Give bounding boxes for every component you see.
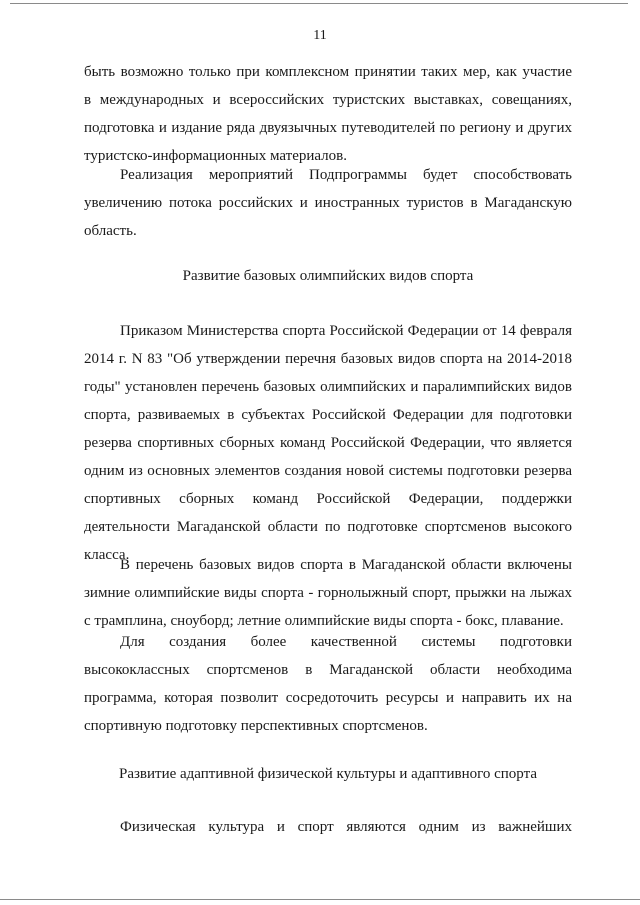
text-line: туристско-информационных материалов. bbox=[84, 148, 347, 164]
section-heading-adaptive-sports: Развитие адаптивной физической культуры и адаптивного спорта bbox=[118, 766, 538, 782]
text-line: высококлассных спортсменов в Магаданской области необходима bbox=[84, 662, 572, 678]
paragraph-3 bbox=[84, 317, 572, 569]
text-line: зимние олимпийские виды спорта - горнолыжный спорт, прыжки на лыжах bbox=[84, 585, 572, 601]
text-line: деятельности Магаданской области по подготовке спортсменов высокого bbox=[84, 519, 572, 535]
text-line: Реализация мероприятий Подпрограммы будет способствовать bbox=[120, 167, 572, 183]
paragraph-6 bbox=[84, 813, 572, 841]
text-line: Для создания более качественной системы подготовки bbox=[120, 634, 572, 650]
paragraph-2 bbox=[84, 161, 572, 245]
text-line: резерва спортивных сборных команд Российской Федерации, что является bbox=[84, 435, 572, 451]
text-line: увеличению потока российских и иностранных туристов в Магаданскую bbox=[84, 195, 572, 211]
text-line: 2014 г. N 83 "Об утверждении перечня базовых видов спорта на 2014-2018 bbox=[84, 351, 572, 367]
text-line: программа, которая позволит сосредоточить ресурсы и направить их на bbox=[84, 690, 572, 706]
text-line: быть возможно только при комплексном принятии таких мер, как участие bbox=[84, 64, 572, 80]
paragraph-1 bbox=[84, 58, 572, 170]
section-heading-olympic-sports: Развитие базовых олимпийских видов спорта bbox=[182, 268, 474, 284]
text-line: область. bbox=[84, 223, 137, 239]
scan-edge-top bbox=[10, 3, 628, 4]
text-line: спортивную подготовку перспективных спортсменов. bbox=[84, 718, 428, 734]
text-line: класса. bbox=[84, 547, 130, 563]
text-line: одним из основных элементов создания новой системы подготовки резерва bbox=[84, 463, 572, 479]
text-line: в международных и всероссийских туристских выставках, совещаниях, bbox=[84, 92, 572, 108]
text-line: подготовка и издание ряда двуязычных путеводителей по региону и других bbox=[84, 120, 572, 136]
text-line: Физическая культура и спорт являются одним из важнейших bbox=[120, 819, 572, 835]
text-line: Приказом Министерства спорта Российской Федерации от 14 февраля bbox=[120, 323, 572, 339]
text-line: спортивных сборных команд Российской Федерации, поддержки bbox=[84, 491, 572, 507]
scan-edge-bottom bbox=[0, 899, 640, 900]
text-line: годы" установлен перечень базовых олимпийских и паралимпийских видов bbox=[84, 379, 572, 395]
text-line: спорта, развиваемых в субъектах Российской Федерации для подготовки bbox=[84, 407, 572, 423]
paragraph-4 bbox=[84, 551, 572, 635]
paragraph-5 bbox=[84, 628, 572, 740]
text-line: с трамплина, сноуборд; летние олимпийские виды спорта - бокс, плавание. bbox=[84, 613, 564, 629]
page-number: 11 bbox=[313, 28, 327, 43]
text-line: В перечень базовых видов спорта в Магаданской области включены bbox=[120, 557, 572, 573]
